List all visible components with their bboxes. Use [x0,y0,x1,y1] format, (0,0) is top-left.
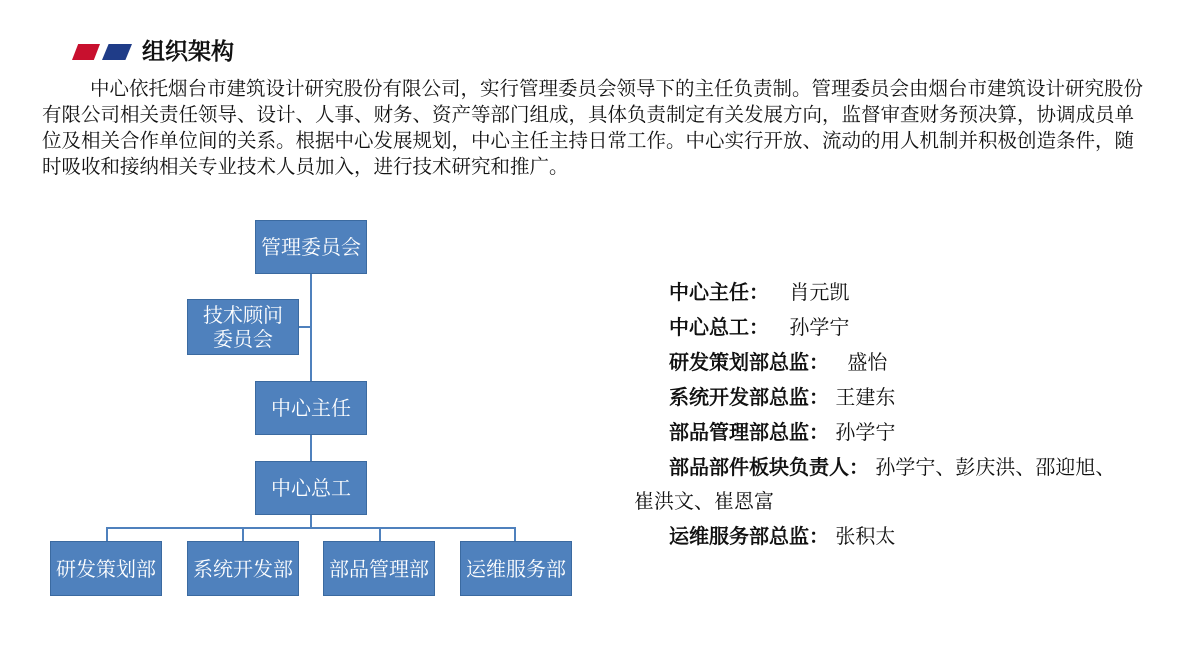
staff-row [669,311,849,340]
staff-role: 系统开发部总监： [669,385,829,409]
staff-row [669,346,887,375]
staff-name: 盛怡 [847,350,888,374]
staff-role: 中心总工： [669,315,769,339]
connector-main-vertical [310,274,312,382]
dept-box-sysdev: 系统开发部 [187,541,299,596]
staff-name: 孙学宁 [835,420,896,444]
staff-role: 研发策划部总监： [669,350,829,374]
staff-name: 孙学宁 [789,315,850,339]
title-decoration [72,44,132,60]
connector-advisory [298,326,311,328]
staff-name: 肖元凯 [789,280,850,304]
connector-dept-3 [379,527,381,541]
chief-engineer-box: 中心总工 [255,461,367,515]
connector-dept-bus [106,527,516,529]
staff-row [669,276,849,305]
connector-dept-1 [106,527,108,541]
section-title: 组织架构 [142,39,234,65]
connector-director-chief [310,434,312,462]
staff-row [669,451,1115,480]
connector-dept-4 [514,527,516,541]
title-blue-stripe [102,44,132,60]
dept-box-ops: 运维服务部 [460,541,572,596]
connector-chief-bus [310,514,312,528]
staff-name: 孙学宁、彭庆洪、邵迎旭、 [875,455,1116,479]
advisory-box: 技术顾问委员会 [187,299,299,355]
director-box: 中心主任 [255,381,367,435]
staff-role: 运维服务部总监： [669,524,829,548]
staff-row [669,416,895,445]
intro-paragraph: 中心依托烟台市建筑设计研究股份有限公司，实行管理委员会领导下的主任负责制。管理委员会由烟台市建筑设计研究股份有限公司相关责任领导、设计、人事、财务、资产等部门组成，具体负责制定有关发展方向，监督审查财务预决算，协调成员单位及相关合作单位间的关系。根据中心发展规划，中心主任主持日常工作。中心实行开放、流动的用人机制并积极创造条件，随时吸收和接纳相关专业技术人员加入，进行技术研究和推广。 [42,77,1144,178]
staff-name: 王建东 [835,385,896,409]
committee-box: 管理委员会 [255,220,367,274]
staff-role: 部品管理部总监： [669,420,829,444]
title-red-stripe [72,44,100,60]
staff-row [669,520,895,549]
staff-row [669,381,895,410]
dept-box-rd: 研发策划部 [50,541,162,596]
connector-dept-2 [242,527,244,541]
dept-box-parts: 部品管理部 [323,541,435,596]
staff-role: 部品部件板块负责人： [669,455,869,479]
staff-name: 崔洪文、崔恩富 [634,489,774,513]
staff-row-continuation [634,485,774,514]
staff-name: 张积太 [835,524,896,548]
staff-role: 中心主任： [669,280,769,304]
